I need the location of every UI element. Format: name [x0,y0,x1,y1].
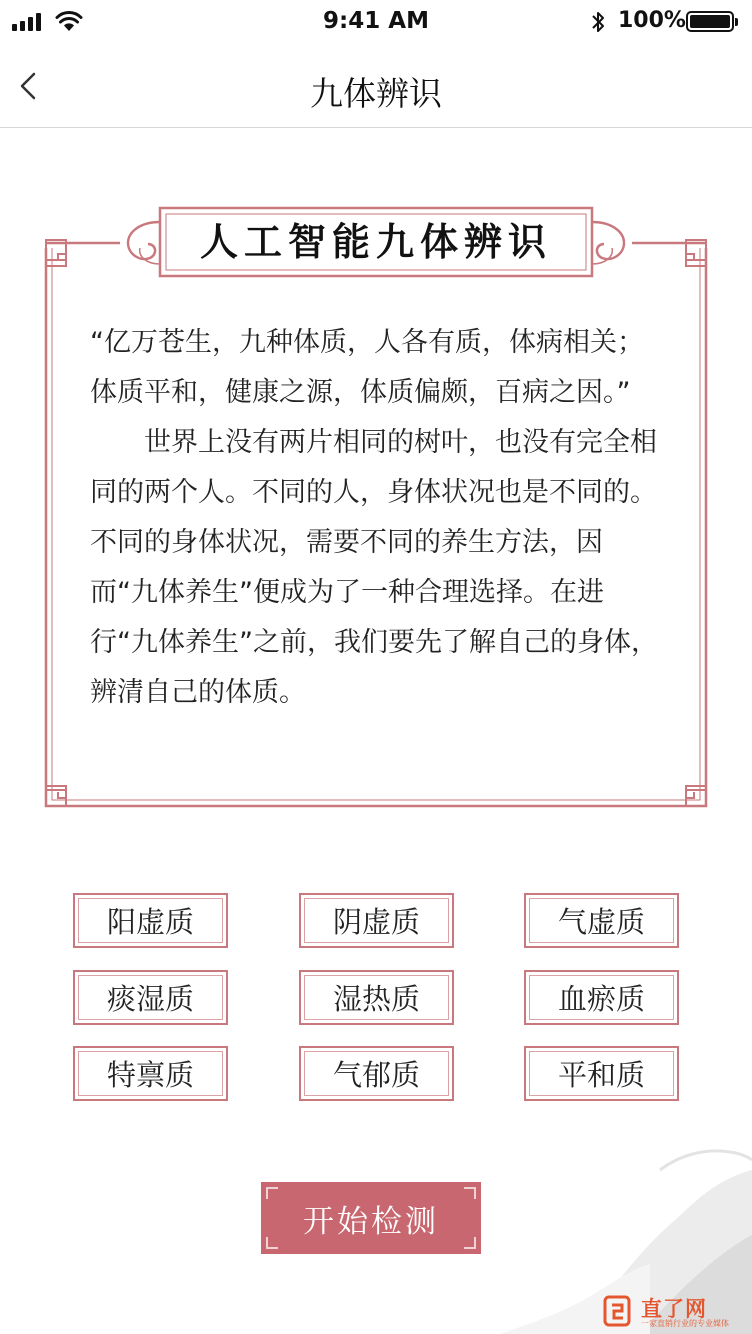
type-button-qiyu[interactable]: 气郁质 [299,1046,454,1101]
battery-percent: 100% [618,8,686,33]
type-button-pinghe[interactable]: 平和质 [524,1046,679,1101]
type-button-tebing[interactable]: 特禀质 [73,1046,228,1101]
type-button-shire[interactable]: 湿热质 [299,970,454,1025]
start-test-button[interactable] [261,1182,481,1254]
battery-icon [686,11,734,32]
type-button-tanshi[interactable]: 痰湿质 [73,970,228,1025]
card-title: 人工智能九体辨识 [199,219,552,264]
type-button-xueyu[interactable]: 血瘀质 [524,970,679,1025]
page-title: 九体辨识 [310,74,442,113]
nav-bar [0,42,752,128]
start-test-label: 开始检测 [303,1203,439,1240]
status-time: 9:41 AM [323,8,429,34]
type-button-qixu[interactable]: 气虚质 [524,893,679,948]
constitution-type-grid [73,893,679,1103]
watermark [603,1293,751,1333]
type-button-yangxu[interactable]: 阳虚质 [73,893,228,948]
intro-quote: “亿万苍生，九种体质，人各有质，体病相关；体质平和，健康之源，体质偏颇，百病之因。” [90,327,644,408]
intro-text [90,318,666,718]
type-button-yinxu[interactable]: 阴虚质 [299,893,454,948]
bluetooth-icon [590,10,606,34]
watermark-name: 直了网 [641,1297,707,1321]
watermark-slogan: 一家直销行业的专业媒体 [641,1319,729,1328]
intro-paragraph: 世界上没有两片相同的树叶，也没有完全相同的两个人。不同的人，身体状况也是不同的。不同的身体状况，需要不同的养生方法，因而“九体养生”便成为了一种合理选择。在进行“九体养生”之前，我们要先了解自己的身体，辨清自己的体质。 [90,427,658,708]
watermark-logo-icon [603,1295,633,1327]
status-bar [0,0,752,42]
